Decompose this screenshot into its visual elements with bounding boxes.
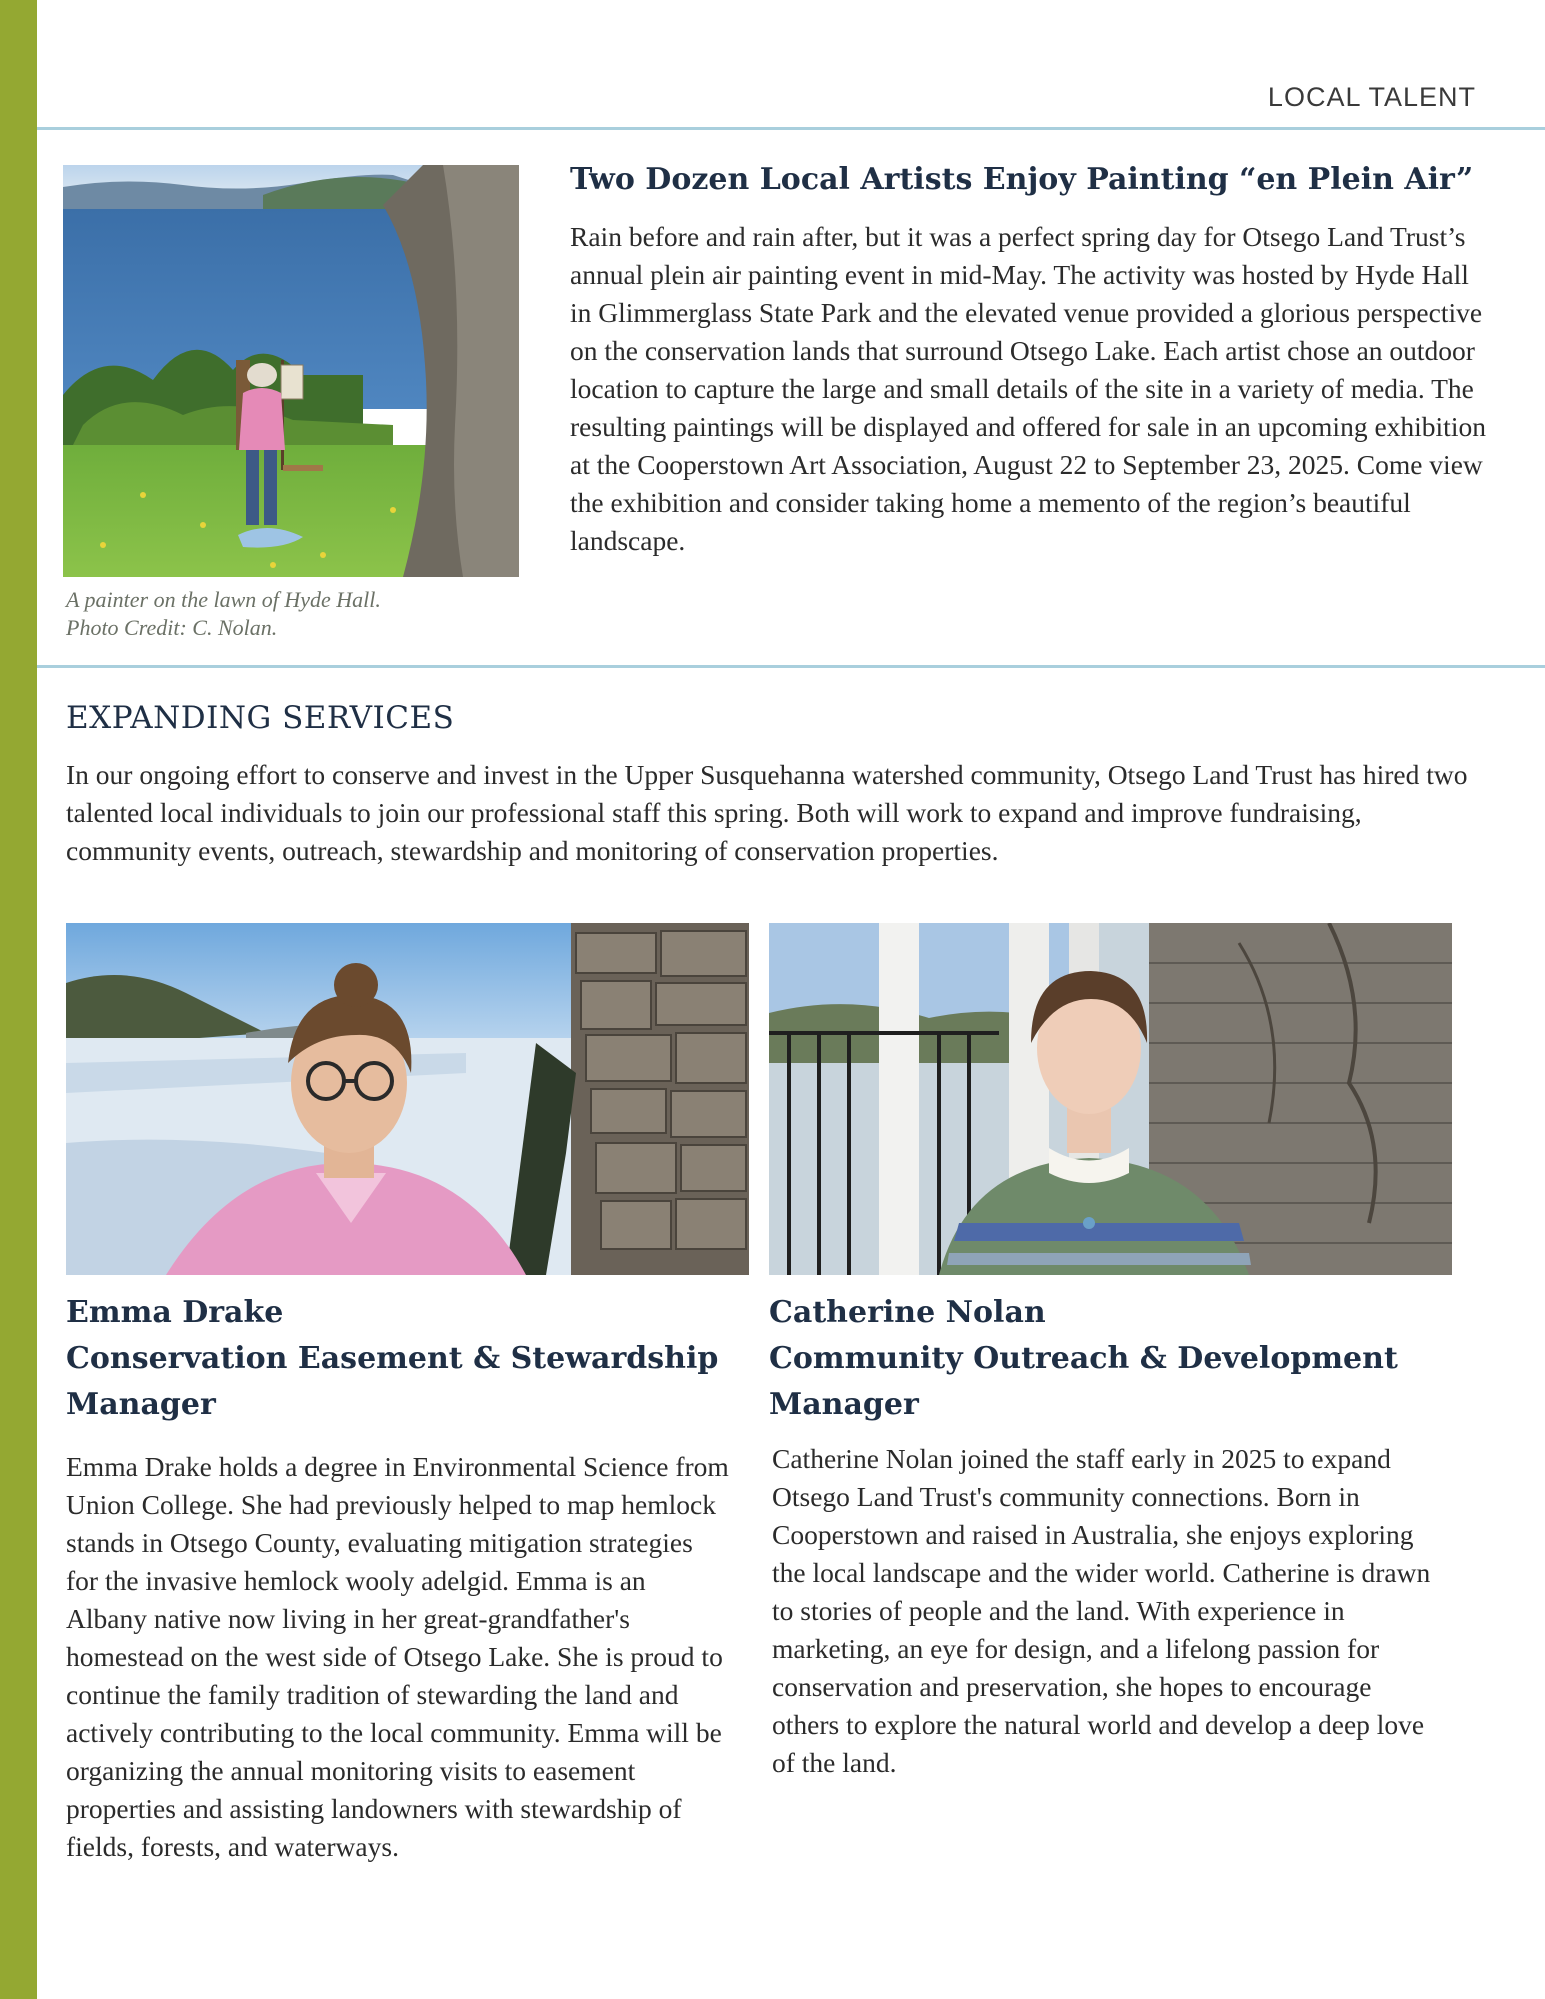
caption-line-2: Photo Credit: C. Nolan. [66, 615, 278, 640]
story-headline: Two Dozen Local Artists Enjoy Painting “en Plein Air” [570, 162, 1474, 197]
photo-caption [66, 586, 506, 642]
section-label: LOCAL TALENT [1267, 82, 1476, 112]
catherine-name: Catherine Nolan [769, 1295, 1046, 1330]
story-body: Rain before and rain after, but it was a perfect spring day for Otsego Land Trust’s annual plein air painting event in mid-May. The activity was hosted by Hyde Hall in Glimmerglass State Park and the elevated venue provided a glorious perspective on the conservation lands that surround Otsego Lake. Each artist chose an outdoor location to capture the large and small details of the site in a variety of media. The resulting paintings will be displayed and offered for sale in an upcoming exhibition at the Cooperstown Art Association, August 22 to September 23, 2025. Come view the exhibition and consider taking home a memento of the region’s beautiful landscape. [570, 221, 1486, 556]
catherine-role-line-2: Manager [769, 1387, 919, 1422]
catherine-bio: Catherine Nolan joined the staff early in 2025 to expand Otsego Land Trust's community connections. Born in Cooperstown and raised in Australia, she enjoys exploring the local landscape and the wider world. Catherine is drawn to stories of people and the land. With experience in marketing, an eye for design, and a lifelong passion for conservation and preservation, she hopes to encourage others to explore the natural world and develop a deep love of the land. [772, 1443, 1431, 1778]
emma-name: Emma Drake [66, 1295, 284, 1330]
caption-line-1: A painter on the lawn of Hyde Hall. [66, 587, 381, 612]
services-title: EXPANDING SERVICES [66, 700, 455, 736]
emma-role-line-1: Conservation Easement & Stewardship [66, 1341, 719, 1376]
painter-photo [63, 165, 519, 577]
services-intro: In our ongoing effort to conserve and invest in the Upper Susquehanna watershed community, Otsego Land Trust has hired two talented local individuals to join our professional staff this spring. Both will work to expand and improve fundraising, community events, outreach, stewardship and monitoring of conservation properties. [66, 759, 1468, 866]
catherine-portrait-icon [769, 923, 1452, 1275]
emma-photo [66, 923, 749, 1275]
middle-divider [37, 665, 1545, 668]
catherine-photo [769, 923, 1452, 1275]
catherine-role-line-1: Community Outreach & Development [769, 1341, 1398, 1376]
emma-portrait-icon [66, 923, 749, 1275]
emma-title [66, 1290, 718, 1428]
emma-role-line-2: Manager [66, 1387, 216, 1422]
catherine-title [769, 1290, 1398, 1428]
emma-bio: Emma Drake holds a degree in Environmental Science from Union College. She had previously helped to map hemlock stands in Otsego County, evaluating mitigation strategies for the invasive hemlock wooly adelgid. Emma is an Albany native now living in her great-grandfather's homestead on the west side of Otsego Lake. She is proud to continue the family tradition of stewarding the land and actively contributing to the local community. Emma will be organizing the annual monitoring visits to easement properties and assisting landowners with stewardship of fields, forests, and waterways. [66, 1451, 729, 1862]
top-divider [37, 127, 1545, 130]
painter-lakeside-photo-icon [63, 165, 519, 577]
green-side-bar [0, 0, 37, 1999]
